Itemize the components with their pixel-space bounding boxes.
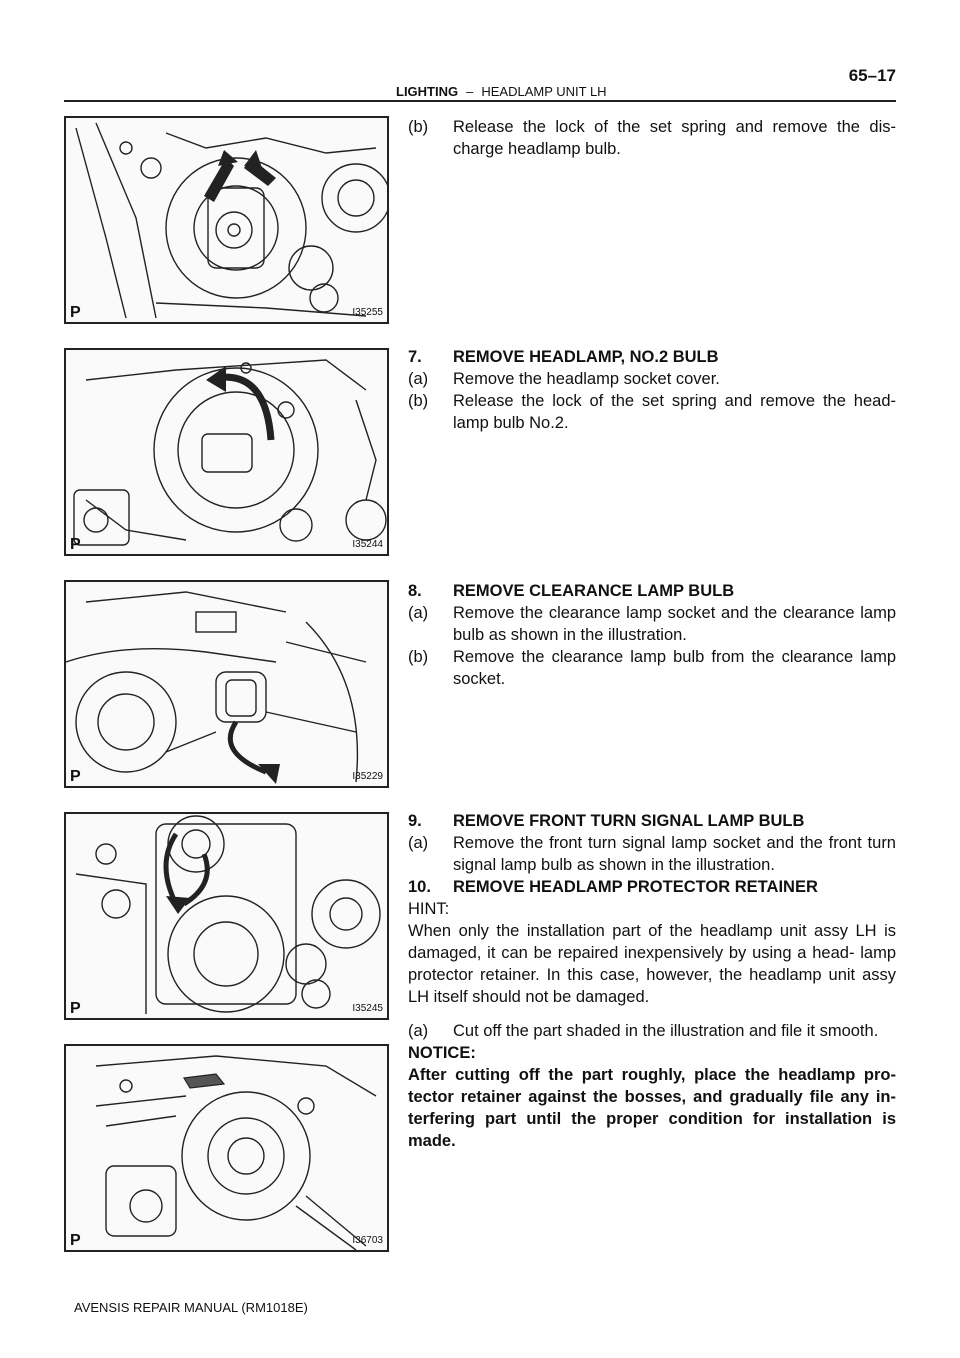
figure-code: I36703 (352, 1235, 383, 1246)
step-tag: (b) (408, 118, 429, 136)
step-tag: (a) (408, 834, 429, 852)
hint-label: HINT: (408, 900, 450, 918)
step-text: Cut off the part shaded in the illustration and file it smooth. (453, 1022, 879, 1040)
figure-code: I35255 (352, 307, 383, 318)
step-6b-block (408, 116, 896, 160)
step-number: 9. (408, 812, 422, 830)
figure-protector-retainer (64, 1044, 389, 1252)
figure-code: I35244 (352, 539, 383, 550)
notice-text: After cutting off the part roughly, place the headlamp pro- tector retainer against the bosses, and gradually file any in- terfering part until the proper condition for installation is made. (408, 1066, 896, 1150)
footer-manual: AVENSIS REPAIR MANUAL (RM1018E) (74, 1300, 308, 1315)
step-text: Release the lock of the set spring and remove the dis- charge headlamp bulb. (453, 118, 896, 158)
step-9-heading (408, 810, 896, 832)
step-7-block (408, 346, 896, 434)
step-10a (408, 1020, 896, 1042)
step-tag: (b) (408, 648, 429, 666)
headlamp-illustration (66, 582, 387, 786)
figure-discharge-bulb (64, 116, 389, 324)
header-section: LIGHTING (396, 84, 459, 99)
step-tag: (a) (408, 604, 429, 622)
hint-text: When only the installation part of the headlamp unit assy LH is damaged, it can be repaired inexpensively by using a head- lamp protector retainer. In this case, however, the headlamp unit assy LH itself should not be damaged. (408, 922, 896, 1006)
step-text: Remove the front turn signal lamp socket and the front turn signal lamp bulb as shown in the illustration. (453, 834, 896, 874)
headlamp-illustration (66, 814, 387, 1018)
figure-p-label: P (70, 304, 81, 321)
step-7b (408, 390, 896, 434)
step-9-10-block (408, 810, 896, 1152)
step-tag: (b) (408, 392, 429, 410)
notice-label: NOTICE: (408, 1044, 476, 1062)
step-7a (408, 368, 896, 390)
figure-p-label: P (70, 536, 81, 553)
page-number: 65–17 (848, 66, 896, 85)
figure-code: I35245 (352, 1003, 383, 1014)
step-9a (408, 832, 896, 876)
step-title: REMOVE CLEARANCE LAMP BULB (453, 582, 735, 600)
step-8b (408, 646, 896, 690)
step-text: Remove the headlamp socket cover. (453, 370, 720, 388)
headlamp-illustration (66, 118, 387, 322)
step-8a (408, 602, 896, 646)
step-10-heading (408, 876, 896, 898)
step-text: Remove the clearance lamp bulb from the clearance lamp socket. (453, 648, 896, 688)
step-8-heading (408, 580, 896, 602)
figure-bulb-no2 (64, 348, 389, 556)
step-7-heading (408, 346, 896, 368)
step-number: 10. (408, 878, 431, 896)
header-subsection: HEADLAMP UNIT LH (481, 84, 607, 99)
header-rule (64, 100, 896, 102)
step-number: 7. (408, 348, 422, 366)
running-header (396, 84, 607, 99)
figure-p-label: P (70, 1232, 81, 1249)
figure-p-label: P (70, 1000, 81, 1017)
step-text: Remove the clearance lamp socket and the clearance lamp bulb as shown in the illustration. (453, 604, 896, 644)
figure-clearance-bulb (64, 580, 389, 788)
step-title: REMOVE FRONT TURN SIGNAL LAMP BULB (453, 812, 805, 830)
header-separator: – (466, 84, 474, 99)
step-number: 8. (408, 582, 422, 600)
figure-p-label: P (70, 768, 81, 785)
step-text: Release the lock of the set spring and remove the head- lamp bulb No.2. (453, 392, 896, 432)
step-8-block (408, 580, 896, 690)
step-6b (408, 116, 896, 160)
figure-turn-signal-bulb (64, 812, 389, 1020)
headlamp-illustration (66, 1046, 387, 1250)
step-tag: (a) (408, 370, 429, 388)
step-tag: (a) (408, 1022, 429, 1040)
step-title: REMOVE HEADLAMP, NO.2 BULB (453, 348, 719, 366)
figure-code: I35229 (352, 771, 383, 782)
headlamp-illustration (66, 350, 387, 554)
step-title: REMOVE HEADLAMP PROTECTOR RETAINER (453, 878, 818, 896)
